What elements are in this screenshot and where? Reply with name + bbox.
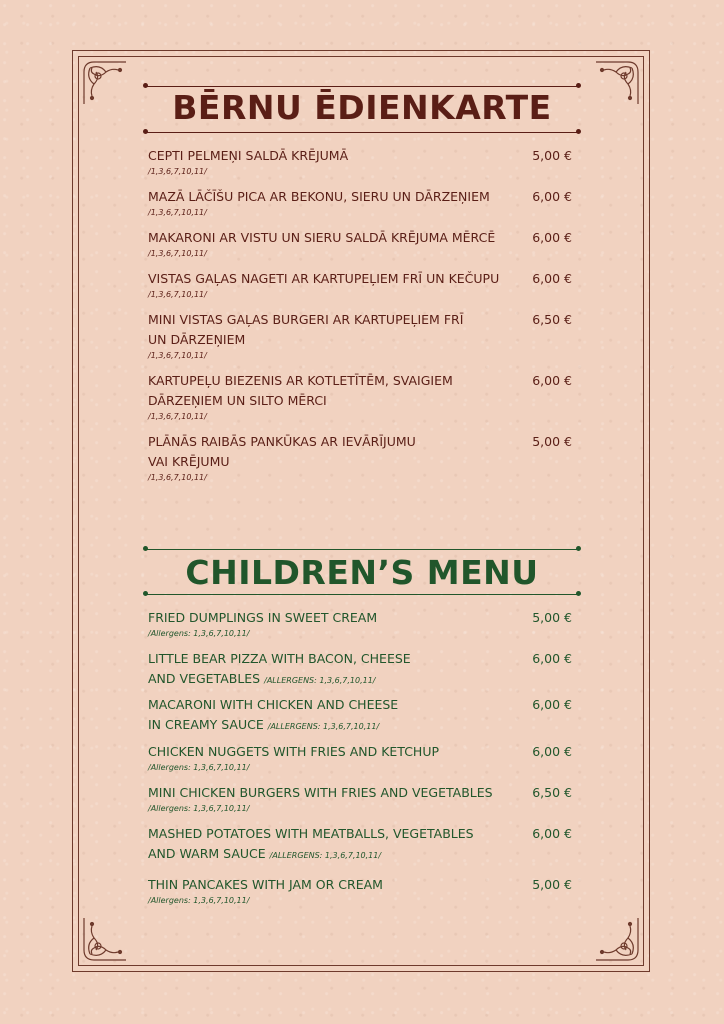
item-allergens: /1,3,6,7,10,11/ — [148, 351, 207, 360]
item-name: CHICKEN NUGGETS WITH FRIES AND KETCHUP — [148, 744, 440, 759]
item-allergens: /1,3,6,7,10,11/ — [148, 208, 207, 217]
item-price: 5,00 € — [532, 434, 572, 449]
item-allergens: /1,3,6,7,10,11/ — [148, 412, 207, 421]
item-allergens: /ALLERGENS: 1,3,6,7,10,11/ — [267, 722, 380, 731]
item-allergens: /1,3,6,7,10,11/ — [148, 249, 207, 258]
menu-item — [148, 371, 572, 432]
item-price: 6,00 € — [532, 373, 572, 388]
menu-item — [148, 608, 572, 649]
latvian-menu-list — [148, 146, 572, 493]
item-allergens: /ALLERGENS: 1,3,6,7,10,11/ — [269, 851, 382, 860]
item-name-line1: PLĀNĀS RAIBĀS PANKŪKAS AR IEVĀRĪJUMU — [148, 434, 416, 449]
item-name-line1: KARTUPEĻU BIEZENIS AR KOTLETĪTĒM, SVAIGIEM — [148, 373, 453, 388]
item-price: 5,00 € — [532, 610, 572, 625]
item-price: 6,00 € — [532, 744, 572, 759]
item-price: 6,00 € — [532, 189, 572, 204]
item-allergens: /1,3,6,7,10,11/ — [148, 290, 207, 299]
menu-item — [148, 310, 572, 371]
item-name-line2: DĀRZEŅIEM UN SILTO MĒRCI — [148, 393, 327, 408]
menu-item — [148, 649, 572, 695]
item-price: 6,00 € — [532, 271, 572, 286]
item-name-line2: IN CREAMY SAUCE — [148, 717, 264, 732]
menu-item — [148, 432, 572, 493]
item-allergens: /Allergens: 1,3,6,7,10,11/ — [148, 629, 250, 638]
item-price: 6,00 € — [532, 651, 572, 666]
item-name-line2-wrap — [148, 669, 523, 689]
item-name-line1: MACARONI WITH CHICKEN AND CHEESE — [148, 697, 399, 712]
menu-item — [148, 228, 572, 269]
item-price: 6,00 € — [532, 230, 572, 245]
item-name-line2: VAI KRĒJUMU — [148, 454, 230, 469]
item-name-line2: AND VEGETABLES — [148, 671, 261, 686]
menu-item — [148, 146, 572, 187]
menu-item — [148, 187, 572, 228]
item-name-line2: AND WARM SAUCE — [148, 846, 266, 861]
item-allergens: /ALLERGENS: 1,3,6,7,10,11/ — [264, 676, 376, 685]
item-name-line2: UN DĀRZEŅIEM — [148, 332, 246, 347]
corner-ornament-icon — [592, 914, 642, 964]
menu-item — [148, 695, 572, 742]
item-name: MAKARONI AR VISTU UN SIERU SALDĀ KRĒJUMA MĒRCĒ — [148, 230, 496, 245]
menu-item — [148, 875, 572, 916]
item-price: 5,00 € — [532, 877, 572, 892]
item-name-line1: LITTLE BEAR PIZZA WITH BACON, CHEESE — [148, 651, 411, 666]
item-name-line2-wrap — [148, 715, 523, 735]
item-allergens: /1,3,6,7,10,11/ — [148, 473, 207, 482]
item-name: THIN PANCAKES WITH JAM OR CREAM — [148, 877, 383, 892]
item-name: MAZĀ LĀČĪŠU PICA AR BEKONU, SIERU UN DĀRZEŅIEM — [148, 189, 490, 204]
item-price: 5,00 € — [532, 148, 572, 163]
page-title-latvian: BĒRNU ĒDIENKARTE — [172, 88, 552, 127]
item-price: 6,50 € — [532, 785, 572, 800]
item-name-line2-wrap — [148, 844, 523, 864]
item-name: MINI CHICKEN BURGERS WITH FRIES AND VEGETABLES — [148, 785, 493, 800]
menu-item — [148, 783, 572, 824]
item-price: 6,00 € — [532, 826, 572, 841]
english-menu-list — [148, 608, 572, 916]
item-allergens: /Allergens: 1,3,6,7,10,11/ — [148, 804, 250, 813]
item-price: 6,50 € — [532, 312, 572, 327]
item-name-line1: MASHED POTATOES WITH MEATBALLS, VEGETABLES — [148, 826, 474, 841]
item-name: CEPTI PELMEŅI SALDĀ KRĒJUMĀ — [148, 148, 349, 163]
item-allergens: /Allergens: 1,3,6,7,10,11/ — [148, 896, 250, 905]
menu-item — [148, 742, 572, 783]
item-name-line1: MINI VISTAS GAĻAS BURGERI AR KARTUPEĻIEM FRĪ — [148, 312, 464, 327]
menu-item — [148, 269, 572, 310]
item-name: VISTAS GAĻAS NAGETI AR KARTUPEĻIEM FRĪ UN KEČUPU — [148, 271, 500, 286]
item-allergens: /1,3,6,7,10,11/ — [148, 167, 207, 176]
item-price: 6,00 € — [532, 697, 572, 712]
item-allergens: /Allergens: 1,3,6,7,10,11/ — [148, 763, 250, 772]
page-title-english: CHILDREN’S MENU — [185, 553, 539, 592]
item-name: FRIED DUMPLINGS IN SWEET CREAM — [148, 610, 378, 625]
menu-item — [148, 824, 572, 875]
corner-ornament-icon — [80, 914, 130, 964]
